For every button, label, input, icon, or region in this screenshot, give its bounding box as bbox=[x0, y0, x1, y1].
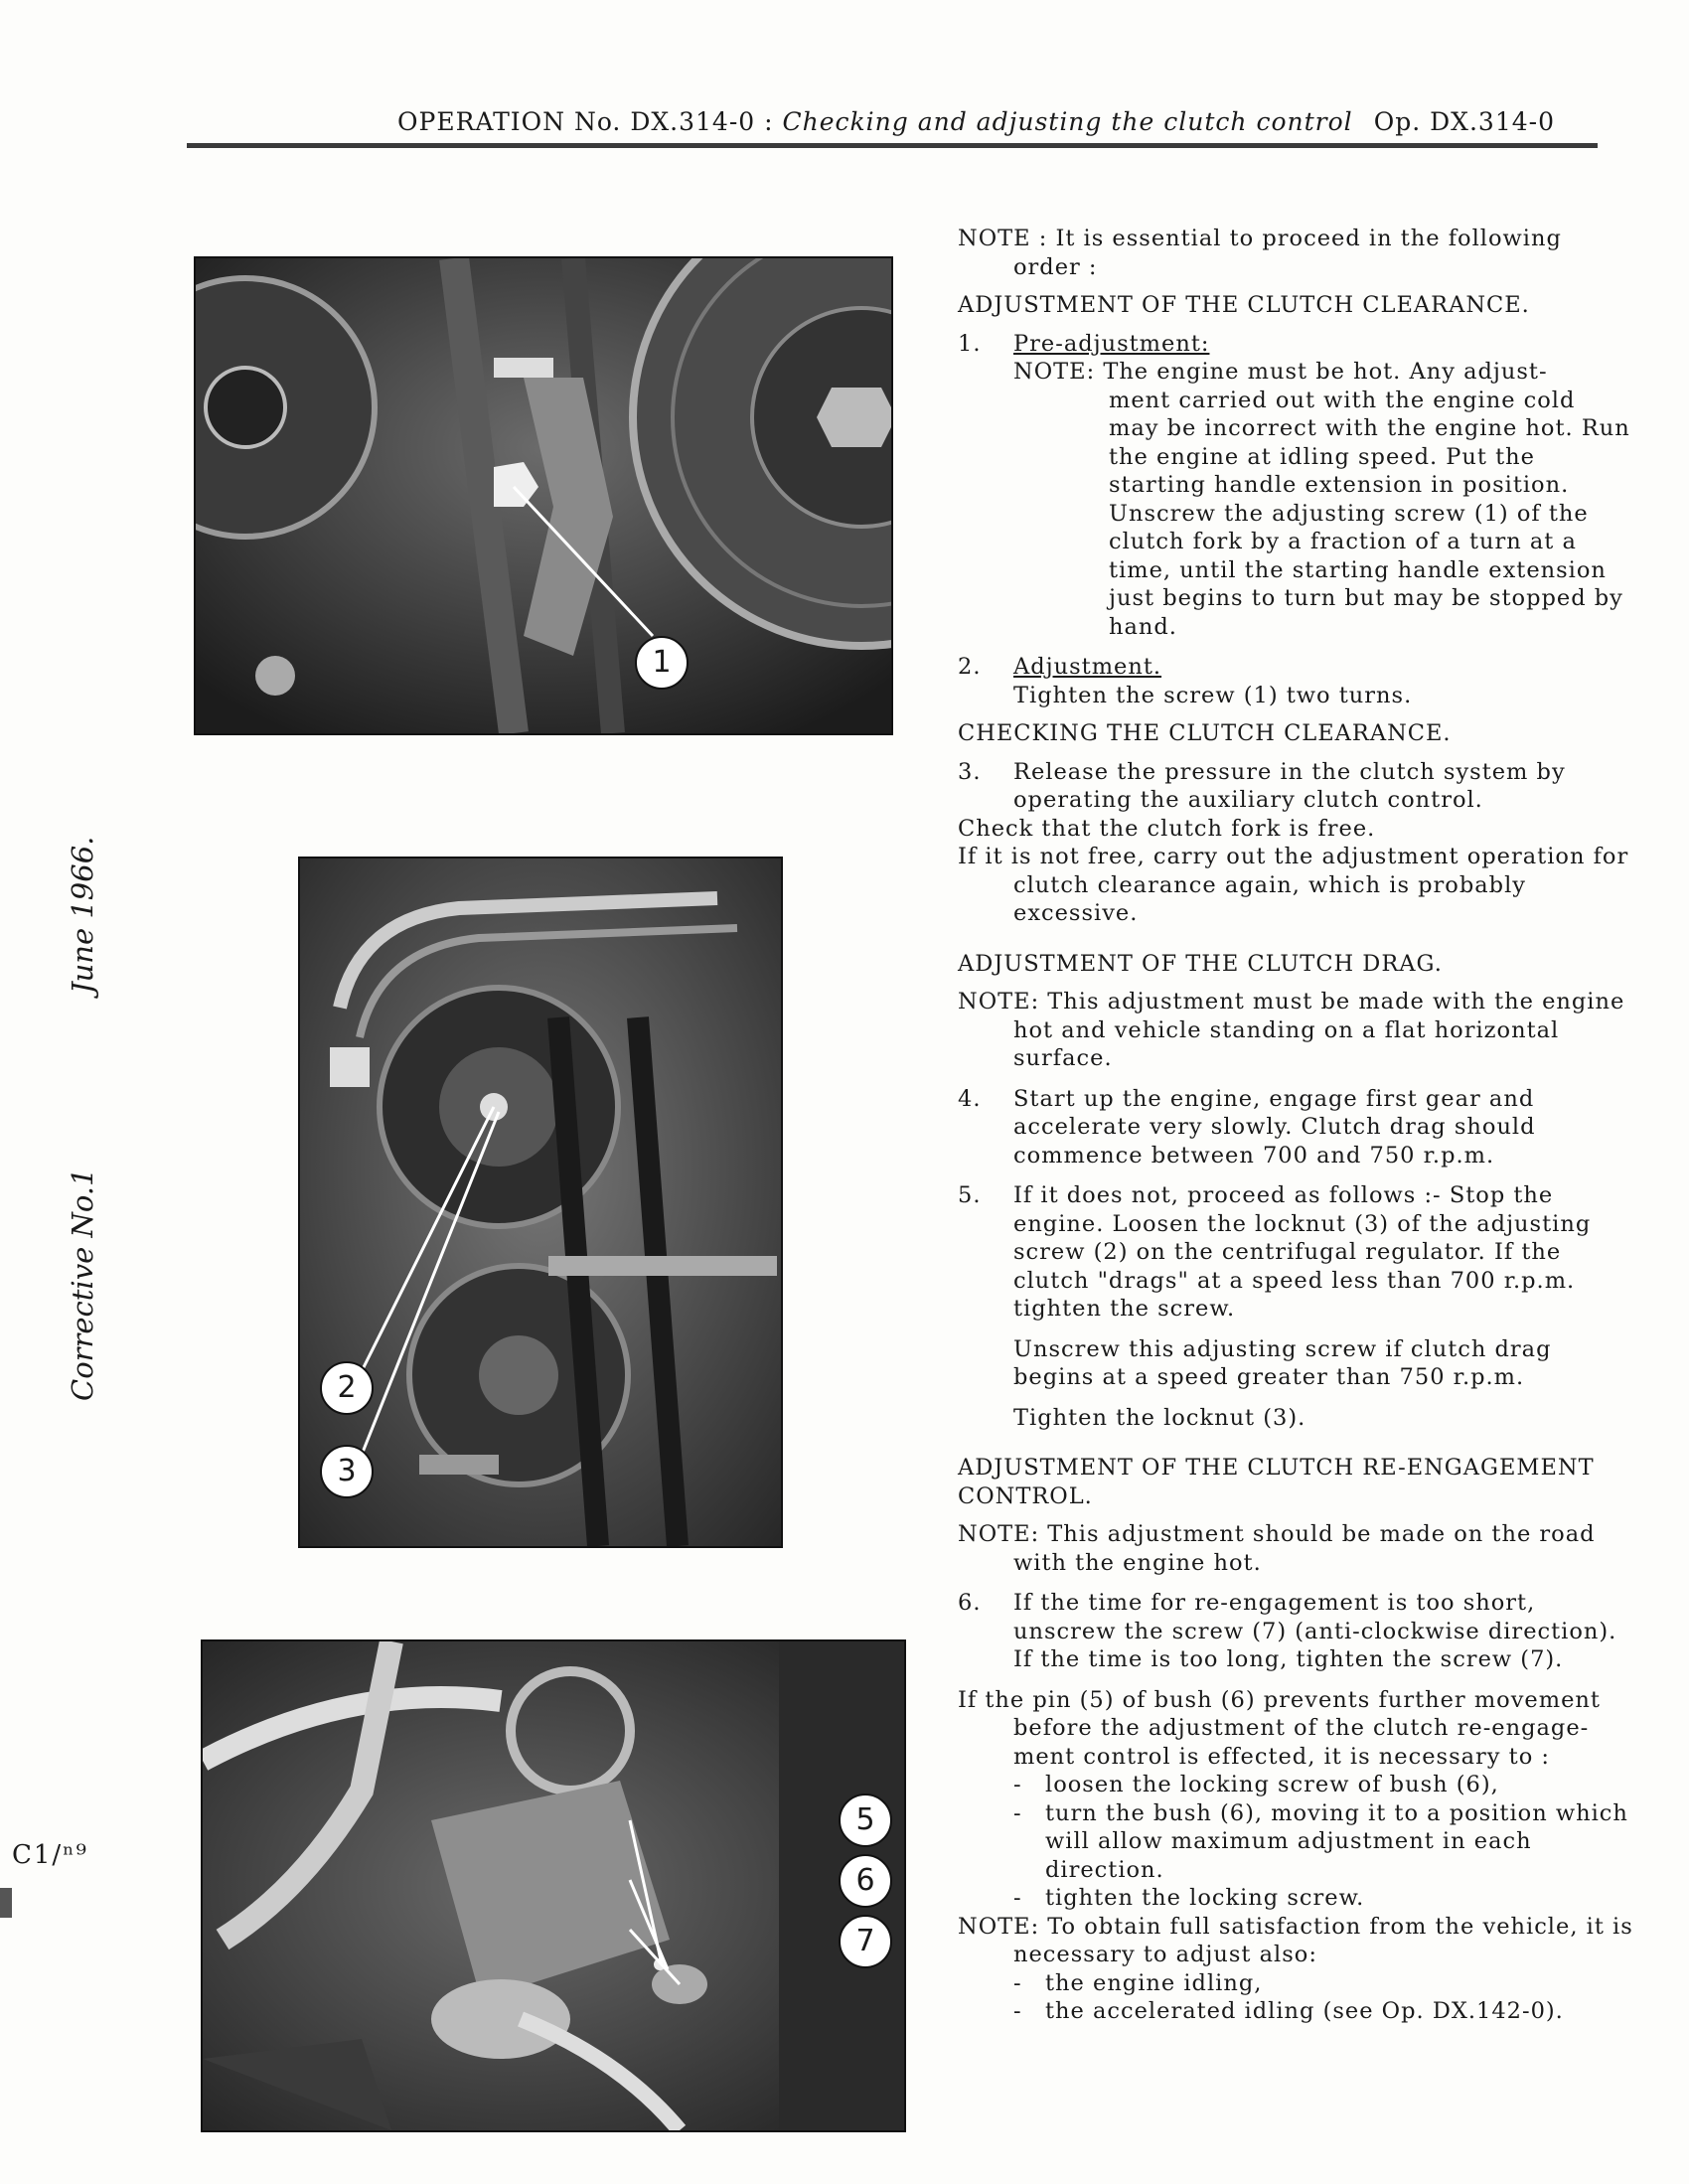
step-6-number: 6. bbox=[958, 1590, 982, 1616]
step-2-title: Adjustment. bbox=[1013, 654, 1162, 680]
photo-reengagement-control bbox=[201, 1639, 906, 2132]
intro-note: NOTE : It is essential to proceed in the following order : bbox=[958, 226, 1562, 280]
pin-dash-1: - loosen the locking screw of bush (6), bbox=[1013, 1772, 1499, 1797]
heading-adjust-clearance: ADJUSTMENT OF THE CLUTCH CLEARANCE. bbox=[958, 292, 1530, 318]
step-3 bbox=[958, 758, 1633, 815]
step-4-body: Start up the engine, engage first gear and accelerate very slowly. Clutch drag should commence between 700 and 750 r.p.m. bbox=[1013, 1085, 1536, 1169]
pin-dash-2: - turn the bush (6), moving it to a position which will allow maximum adjustment in each direction. bbox=[1013, 1799, 1628, 1883]
step-1-note-body: ment carried out with the engine cold may be incorrect with the engine hot. Run the engine at idling speed. Put the starting handle extension in position. Unscrew the adjusting screw (1) of the clutch fork by a fraction of a turn at a time, until the starting handle extension just begins to turn but may be stopped by hand. bbox=[1109, 387, 1630, 640]
heading-adjust-drag: ADJUSTMENT OF THE CLUTCH DRAG. bbox=[958, 950, 1443, 977]
operation-title: OPERATION No. DX.314-0 : Checking and adjusting the clutch control bbox=[397, 107, 1353, 136]
pin-dash-3: - tighten the locking screw. bbox=[1013, 1885, 1365, 1911]
photo-centrifugal-regulator-image bbox=[300, 858, 781, 1546]
step-3-check: Check that the clutch fork is free. bbox=[958, 815, 1376, 842]
step-1-note-first: The engine must be hot. Any adjust- bbox=[1103, 359, 1548, 385]
step-5-number: 5. bbox=[958, 1182, 982, 1208]
step-6 bbox=[958, 1589, 1633, 1674]
photo-reengagement-control-image bbox=[203, 1641, 904, 2130]
step-5-tighten: Tighten the locknut (3). bbox=[1013, 1404, 1306, 1431]
heading-reengage: ADJUSTMENT OF THE CLUTCH RE-ENGAGEMENT CONTROL. bbox=[958, 1455, 1595, 1509]
step-5 bbox=[958, 1181, 1633, 1432]
heading-check-clearance: CHECKING THE CLUTCH CLEARANCE. bbox=[958, 720, 1452, 746]
step-4 bbox=[958, 1085, 1633, 1170]
step-1-number: 1. bbox=[958, 330, 982, 357]
side-corrective: Corrective No.1 bbox=[66, 1168, 99, 1401]
drag-note: NOTE: This adjustment must be made with the engine hot and vehicle standing on a flat horizontal surface. bbox=[958, 989, 1625, 1071]
reengage-note: NOTE: This adjustment should be made on the road with the engine hot. bbox=[958, 1521, 1596, 1576]
side-date: June 1966. bbox=[66, 836, 99, 994]
callout-2: 2 bbox=[320, 1361, 374, 1415]
procedure-text bbox=[958, 225, 1633, 2026]
callout-1: 1 bbox=[635, 636, 689, 690]
step-2 bbox=[958, 653, 1633, 709]
step-1-note-label: NOTE: bbox=[1013, 359, 1096, 385]
step-6-body: If the time for re-engagement is too short, unscrew the screw (7) (anti-clockwise direction). If the time is too long, tighten the screw (7). bbox=[1013, 1590, 1617, 1672]
step-1-title: Pre-adjustment: bbox=[1013, 330, 1210, 357]
header-rule bbox=[187, 143, 1598, 148]
edge-mark bbox=[0, 1888, 12, 1918]
callout-6: 6 bbox=[839, 1854, 892, 1908]
page-number: C1/ⁿ⁹ bbox=[12, 1840, 88, 1870]
page-header bbox=[397, 107, 1619, 136]
photo-clutch-fork bbox=[194, 256, 893, 735]
final-dash-2: - the accelerated idling (see Op. DX.142-0). bbox=[1013, 1998, 1564, 2024]
step-3-number: 3. bbox=[958, 758, 982, 785]
step-5-body: If it does not, proceed as follows :- Stop the engine. Loosen the locknut (3) of the adjusting screw (2) on the centrifugal regulator. If the clutch "drags" at a speed less than 700 r.p.m. tighten the screw. bbox=[1013, 1182, 1592, 1322]
step-5-unscrew: Unscrew this adjusting screw if clutch drag begins at a speed greater than 750 r.p.m. bbox=[1013, 1335, 1552, 1390]
step-4-number: 4. bbox=[958, 1085, 982, 1112]
photo-centrifugal-regulator bbox=[298, 857, 783, 1548]
step-1 bbox=[958, 330, 1633, 642]
callout-3: 3 bbox=[320, 1445, 374, 1498]
callout-5: 5 bbox=[839, 1794, 892, 1847]
step-2-number: 2. bbox=[958, 654, 982, 680]
pin-paragraph: If the pin (5) of bush (6) prevents further movement before the adjustment of the clutch re-engage- ment control is effected, it is necessary to : bbox=[958, 1686, 1601, 1770]
step-2-body: Tighten the screw (1) two turns. bbox=[1013, 682, 1413, 708]
callout-7: 7 bbox=[839, 1915, 892, 1968]
step-3-ifnot: If it is not free, carry out the adjustment operation for clutch clearance again, which is probably excessive. bbox=[958, 844, 1629, 926]
photo-clutch-fork-image bbox=[196, 258, 891, 733]
final-dash-1: - the engine idling, bbox=[1013, 1969, 1263, 1996]
operation-ref: Op. DX.314-0 bbox=[1373, 107, 1555, 136]
step-3-body: Release the pressure in the clutch system by operating the auxiliary clutch control. bbox=[1013, 758, 1566, 813]
final-note: NOTE: To obtain full satisfaction from the vehicle, it is necessary to adjust also: bbox=[958, 1913, 1633, 1967]
